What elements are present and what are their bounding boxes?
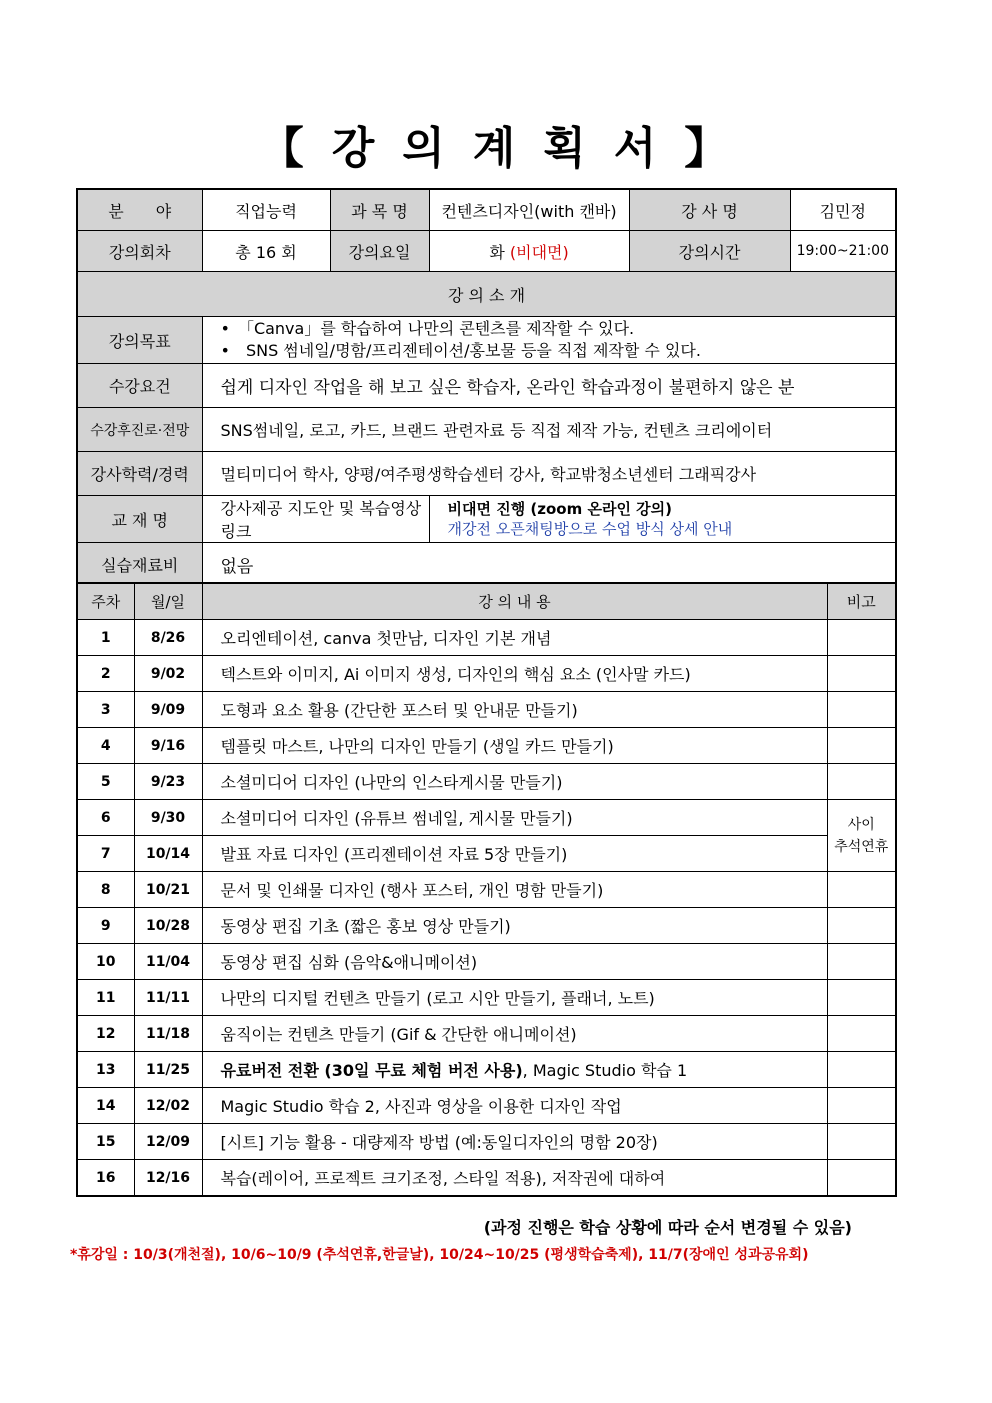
field-label: 분 야 <box>77 189 202 231</box>
table-row <box>77 1124 896 1160</box>
online-note <box>429 496 896 543</box>
week-cell: 13 <box>77 1052 134 1088</box>
table-row <box>77 764 896 800</box>
title-char: 획 <box>543 123 590 174</box>
content-cell: 소셜미디어 디자인 (나만의 인스타게시물 만들기) <box>202 764 827 800</box>
remark-cell <box>827 872 896 908</box>
goal-label: 강의목표 <box>77 317 202 364</box>
table-row <box>77 1052 896 1088</box>
remark-cell <box>827 1160 896 1197</box>
table-row <box>77 944 896 980</box>
goal-item: • SNS 썸네일/명함/프리젠테이션/홍보물 등을 직접 제작할 수 있다. <box>220 341 701 360</box>
week-cell: 16 <box>77 1160 134 1197</box>
week-cell: 2 <box>77 656 134 692</box>
content-cell: 동영상 편집 기초 (짧은 홍보 영상 만들기) <box>202 908 827 944</box>
sessions-value: 총 16 회 <box>202 231 330 272</box>
table-row <box>77 836 896 872</box>
title-char: 【 <box>259 123 308 174</box>
title-char: 의 <box>402 123 449 174</box>
week-cell: 3 <box>77 692 134 728</box>
material-value: 없음 <box>202 543 896 587</box>
week-cell: 15 <box>77 1124 134 1160</box>
week-cell: 12 <box>77 1016 134 1052</box>
date-cell: 10/28 <box>134 908 202 944</box>
table-row <box>77 620 896 656</box>
remark-cell <box>827 728 896 764</box>
time-label: 강의시간 <box>629 231 790 272</box>
content-cell: Magic Studio 학습 2, 사진과 영상을 이용한 디자인 작업 <box>202 1088 827 1124</box>
time-value: 19:00~21:00 <box>790 231 896 272</box>
title-char: 강 <box>331 123 379 174</box>
content-cell: 텍스트와 이미지, Ai 이미지 생성, 디자인의 핵심 요소 (인사말 카드) <box>202 656 827 692</box>
date-cell: 11/25 <box>134 1052 202 1088</box>
table-row <box>77 800 896 836</box>
intro-header: 강 의 소 개 <box>77 272 896 317</box>
week-cell: 6 <box>77 800 134 836</box>
week-cell: 14 <box>77 1088 134 1124</box>
content-cell: 문서 및 인쇄물 디자인 (행사 포스터, 개인 명함 만들기) <box>202 872 827 908</box>
week-cell: 4 <box>77 728 134 764</box>
table-row <box>77 1160 896 1197</box>
content-cell <box>202 1052 827 1088</box>
date-cell: 11/04 <box>134 944 202 980</box>
date-cell: 9/09 <box>134 692 202 728</box>
table-row <box>77 908 896 944</box>
date-cell: 8/26 <box>134 620 202 656</box>
table-row <box>77 692 896 728</box>
career-value: SNS썸네일, 로고, 카드, 브랜드 관련자료 등 직접 제작 가능, 컨텐츠 크리에이터 <box>202 408 896 452</box>
remark-line: 사이 <box>847 816 875 833</box>
content-cell: 소셜미디어 디자인 (유튜브 썸네일, 게시물 만들기) <box>202 800 827 836</box>
remark-cell <box>827 908 896 944</box>
date-cell: 11/11 <box>134 980 202 1016</box>
online-note-detail: 개강전 오픈채팅방으로 수업 방식 상세 안내 <box>447 520 733 538</box>
remark-cell <box>827 1052 896 1088</box>
material-label: 실습재료비 <box>77 543 202 587</box>
remark-chuseok <box>827 800 896 872</box>
schedule-header-date: 월/일 <box>134 583 202 620</box>
table-row <box>77 980 896 1016</box>
day-value <box>429 231 629 272</box>
remark-cell <box>827 620 896 656</box>
remark-cell <box>827 980 896 1016</box>
online-note-title: 비대면 진행 (zoom 온라인 강의) <box>447 500 672 518</box>
remark-cell <box>827 944 896 980</box>
goal-item: • 「Canva」를 학습하여 나만의 콘텐츠를 제작할 수 있다. <box>220 319 635 338</box>
textbook-label: 교 재 명 <box>77 496 202 543</box>
week-cell: 11 <box>77 980 134 1016</box>
content-cell: 동영상 편집 심화 (음악&애니메이션) <box>202 944 827 980</box>
schedule-header-content: 강 의 내 용 <box>202 583 827 620</box>
date-cell: 10/21 <box>134 872 202 908</box>
week-cell: 5 <box>77 764 134 800</box>
table-row <box>77 872 896 908</box>
remark-cell <box>827 1088 896 1124</box>
title-char: 계 <box>472 123 520 174</box>
day-mode: (비대면) <box>509 242 569 262</box>
table-row <box>77 1016 896 1052</box>
date-cell: 9/30 <box>134 800 202 836</box>
goal-list <box>202 317 896 364</box>
course-label: 과 목 명 <box>330 189 429 231</box>
week-cell: 8 <box>77 872 134 908</box>
week-cell: 10 <box>77 944 134 980</box>
date-cell: 9/23 <box>134 764 202 800</box>
schedule-header-week: 주차 <box>77 583 134 620</box>
schedule-table <box>76 582 897 1197</box>
table-row <box>77 656 896 692</box>
date-cell: 12/02 <box>134 1088 202 1124</box>
course-info-table <box>76 188 897 587</box>
remark-cell <box>827 764 896 800</box>
remark-cell <box>827 1124 896 1160</box>
content-cell: 움직이는 컨텐츠 만들기 (Gif & 간단한 애니메이션) <box>202 1016 827 1052</box>
schedule-header-remark: 비고 <box>827 583 896 620</box>
date-cell: 11/18 <box>134 1016 202 1052</box>
req-label: 수강요건 <box>77 364 202 408</box>
req-value: 쉽게 디자인 작업을 해 보고 싶은 학습자, 온라인 학습과정이 불편하지 않은 분 <box>202 364 896 408</box>
content-cell: 오리엔테이션, canva 첫만남, 디자인 기본 개념 <box>202 620 827 656</box>
week-cell: 9 <box>77 908 134 944</box>
schedule-footnote: (과정 진행은 학습 상황에 따라 순서 변경될 수 있음) <box>483 1218 852 1237</box>
sessions-label: 강의회차 <box>77 231 202 272</box>
remark-cell <box>827 692 896 728</box>
title-char: 】 <box>684 123 733 174</box>
date-cell: 9/16 <box>134 728 202 764</box>
page-title <box>0 112 992 176</box>
instructor-value: 김민정 <box>790 189 896 231</box>
instructor-label: 강 사 명 <box>629 189 790 231</box>
date-cell: 10/14 <box>134 836 202 872</box>
content-cell: 발표 자료 디자인 (프리젠테이션 자료 5장 만들기) <box>202 836 827 872</box>
field-value: 직업능력 <box>202 189 330 231</box>
title-char: 서 <box>613 123 661 174</box>
week-cell: 7 <box>77 836 134 872</box>
bio-label: 강사학력/경력 <box>77 452 202 496</box>
date-cell: 12/16 <box>134 1160 202 1197</box>
day-label: 강의요일 <box>330 231 429 272</box>
table-row <box>77 728 896 764</box>
content-cell: 나만의 디지털 컨텐츠 만들기 (로고 시안 만들기, 플래너, 노트) <box>202 980 827 1016</box>
content-bold: 유료버전 전환 (30일 무료 체험 버전 사용) <box>220 1061 523 1080</box>
course-value: 컨텐츠디자인(with 캔바) <box>429 189 629 231</box>
content-cell: 복습(레이어, 프로젝트 크기조정, 스타일 적용), 저작권에 대하여 <box>202 1160 827 1197</box>
bio-value: 멀티미디어 학사, 양평/여주평생학습센터 강사, 학교밖청소년센터 그래픽강사 <box>202 452 896 496</box>
remark-cell <box>827 1016 896 1052</box>
date-cell: 9/02 <box>134 656 202 692</box>
table-row <box>77 1088 896 1124</box>
remark-cell <box>827 656 896 692</box>
career-label: 수강후진로·전망 <box>77 408 202 452</box>
content-cell: 도형과 요소 활용 (간단한 포스터 및 안내문 만들기) <box>202 692 827 728</box>
holiday-note: *휴강일 : 10/3(개천절), 10/6~10/9 (추석연휴,한글날), 10/24~10/25 (평생학습축제), 11/7(장애인 성과공유회) <box>70 1247 809 1263</box>
remark-line: 추석연휴 <box>834 838 889 855</box>
content-cell: 템플릿 마스트, 나만의 디자인 만들기 (생일 카드 만들기) <box>202 728 827 764</box>
date-cell: 12/09 <box>134 1124 202 1160</box>
content-rest: , Magic Studio 학습 1 <box>522 1061 688 1080</box>
week-cell: 1 <box>77 620 134 656</box>
content-cell: [시트] 기능 활용 - 대량제작 방법 (예:동일디자인의 명함 20장) <box>202 1124 827 1160</box>
textbook-value: 강사제공 지도안 및 복습영상 링크 <box>202 496 429 543</box>
day-text: 화 <box>489 242 505 262</box>
